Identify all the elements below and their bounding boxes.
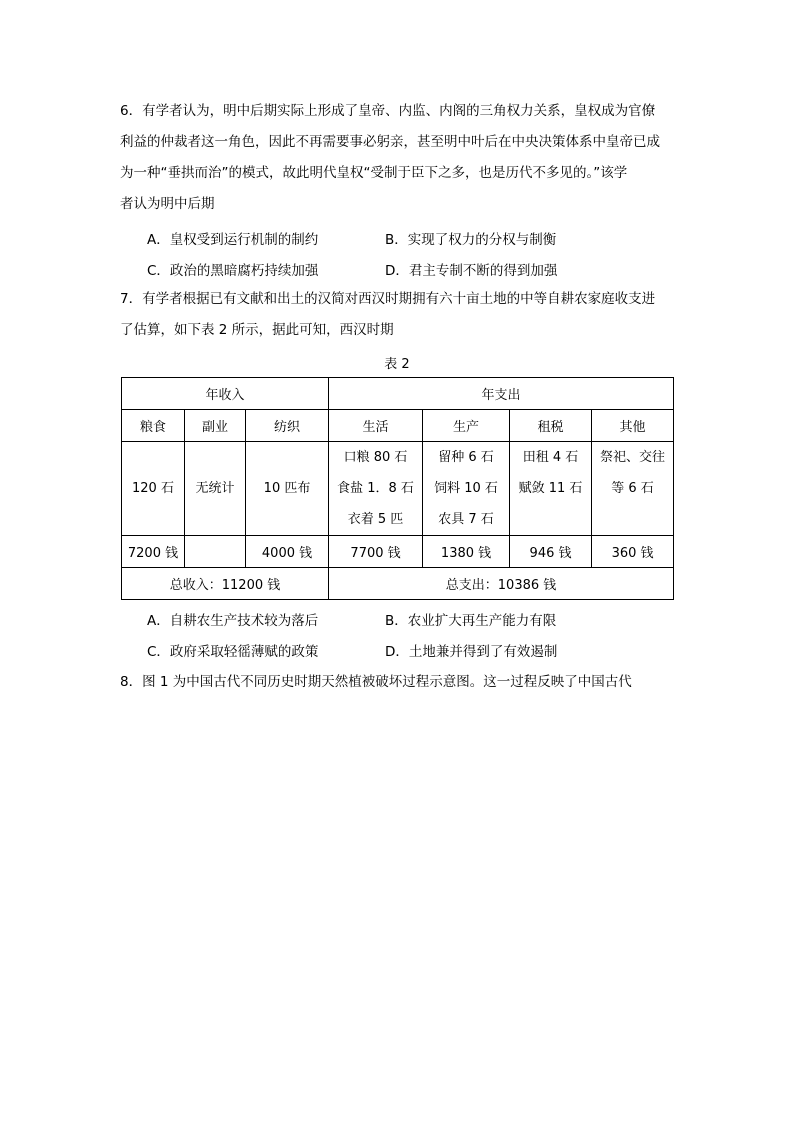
col-header: 生产 <box>423 410 510 442</box>
table-cell <box>510 442 592 536</box>
question-6-line: 为一种“垂拱而治”的模式，故此明代皇权“受制于臣下之多，也是历代不多见的。”该学 <box>120 165 628 181</box>
cell-line: 饲料 10 石 <box>434 481 498 496</box>
table-header-row <box>122 378 674 410</box>
cell-line: 等 6 石 <box>611 481 654 496</box>
q6-option-b[interactable]: B．实现了权力的分权与制衡 <box>385 232 557 248</box>
table-cell: 4000 钱 <box>246 536 329 568</box>
total-income: 总收入：11200 钱 <box>122 568 329 600</box>
income-header: 年收入 <box>122 378 329 410</box>
question-6-line: 者认为明中后期 <box>120 196 215 212</box>
table-total-row <box>122 568 674 600</box>
table-cell: 360 钱 <box>592 536 674 568</box>
col-header: 生活 <box>329 410 423 442</box>
income-expense-table <box>121 377 674 600</box>
question-7-line: 7．有学者根据已有文献和出土的汉简对西汉时期拥有六十亩土地的中等自耕农家庭收支进 <box>120 291 656 307</box>
cell-line: 衣着 5 匹 <box>347 512 404 527</box>
table-subheader-row <box>122 410 674 442</box>
cell-line: 农具 7 石 <box>438 512 494 527</box>
question-6-text <box>120 96 680 220</box>
total-expense: 总支出：10386 钱 <box>329 568 674 600</box>
cell-line: 食盐 1．8 石 <box>337 481 414 496</box>
q6-option-a[interactable]: A．皇权受到运行机制的制约 <box>147 232 319 248</box>
q6-option-d[interactable]: D．君主专制不断的得到加强 <box>385 263 558 279</box>
table-cell <box>423 442 510 536</box>
q7-option-d[interactable]: D．土地兼并得到了有效遏制 <box>385 644 558 660</box>
table-caption: 表 2 <box>384 357 410 372</box>
table-cell: 120 石 <box>122 442 185 536</box>
table-cell <box>329 442 423 536</box>
col-header: 副业 <box>185 410 246 442</box>
col-header: 租税 <box>510 410 592 442</box>
question-7-text <box>120 284 680 346</box>
cell-line: 口粮 80 石 <box>343 450 408 465</box>
col-header: 纺织 <box>246 410 329 442</box>
q7-option-a[interactable]: A．自耕农生产技术较为落后 <box>147 613 319 629</box>
q7-option-c[interactable]: C．政府采取轻徭薄赋的政策 <box>147 644 319 660</box>
col-header: 粮食 <box>122 410 185 442</box>
question-6-line: 6．有学者认为，明中后期实际上形成了皇帝、内监、内阁的三角权力关系，皇权成为官僚 <box>120 103 656 119</box>
expense-header: 年支出 <box>329 378 674 410</box>
table-money-row <box>122 536 674 568</box>
table-cell: 946 钱 <box>510 536 592 568</box>
question-8-text: 8．图 1 为中国古代不同历史时期天然植被破坏过程示意图。这一过程反映了中国古代 <box>120 674 632 690</box>
q7-option-b[interactable]: B．农业扩大再生产能力有限 <box>385 613 557 629</box>
question-7-line: 了估算，如下表 2 所示，据此可知，西汉时期 <box>120 322 394 338</box>
table-cell <box>592 442 674 536</box>
col-header: 其他 <box>592 410 674 442</box>
table-cell: 7700 钱 <box>329 536 423 568</box>
cell-line: 田租 4 石 <box>522 450 579 465</box>
table-cell: 1380 钱 <box>423 536 510 568</box>
table-cell <box>185 536 246 568</box>
cell-line: 祭祀、交往 <box>600 450 666 465</box>
cell-line: 赋敛 11 石 <box>518 481 583 496</box>
table-cell: 10 匹布 <box>246 442 329 536</box>
table-cell: 无统计 <box>185 442 246 536</box>
cell-line: 留种 6 石 <box>438 450 494 465</box>
table-quantity-row <box>122 442 674 536</box>
table-cell: 7200 钱 <box>122 536 185 568</box>
q6-option-c[interactable]: C．政治的黑暗腐朽持续加强 <box>147 263 319 279</box>
question-6-line: 利益的仲裁者这一角色，因此不再需要事必躬亲，甚至明中叶后在中央决策体系中皇帝已成 <box>120 134 660 150</box>
